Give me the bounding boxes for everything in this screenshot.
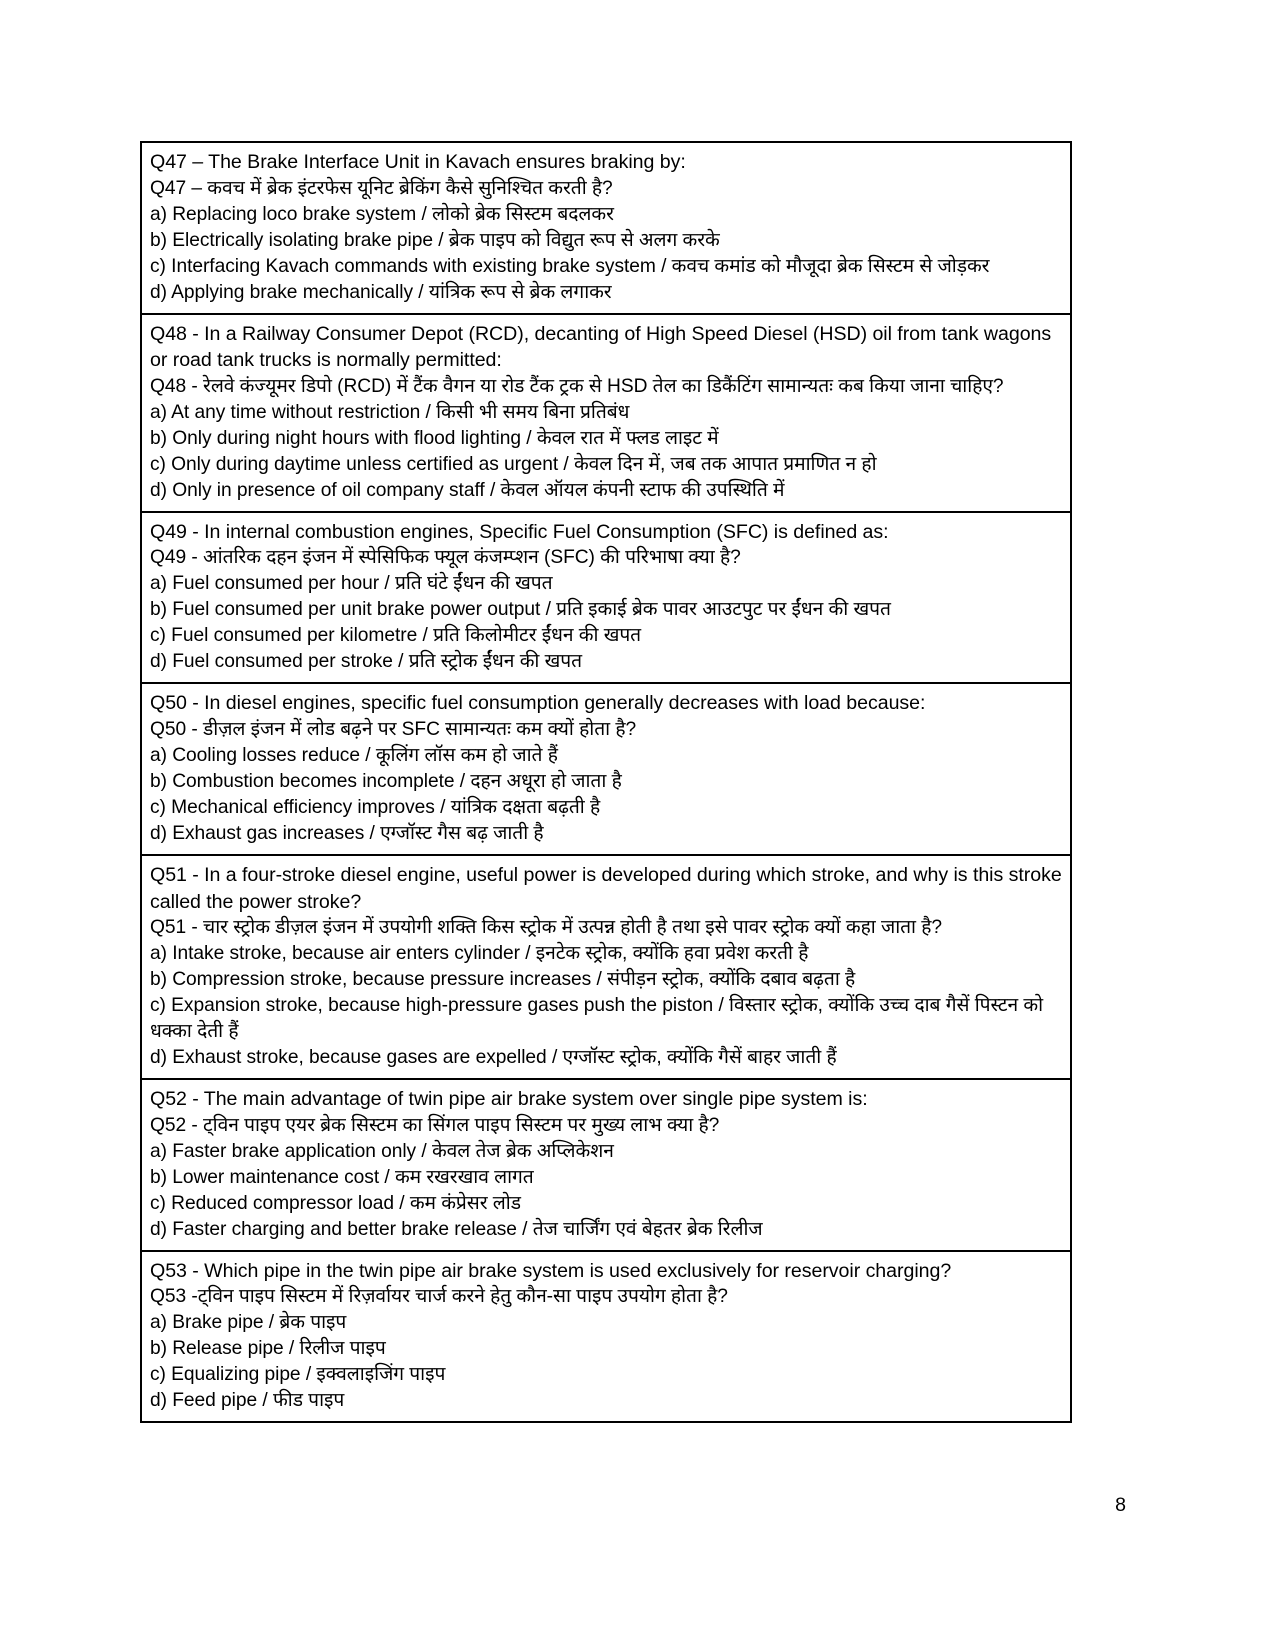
question-block-q47 bbox=[140, 141, 1072, 315]
question-line-hi: Q48 - रेलवे कंज्यूमर डिपो (RCD) में टैंक वैगन या रोड टैंक ट्रक से HSD तेल का डिकैंटिंग सामान्यतः कब किया जाना चाहिए? bbox=[150, 375, 1004, 397]
question-block-q48 bbox=[140, 315, 1072, 513]
option-d: d) Faster charging and better brake release / तेज चार्जिंग एवं बेहतर ब्रेक रिलीज bbox=[150, 1218, 763, 1240]
option-d: d) Exhaust gas increases / एग्जॉस्ट गैस बढ़ जाती है bbox=[150, 823, 544, 845]
question-line-en: Q52 - The main advantage of twin pipe air brake system over single pipe system is: bbox=[150, 1088, 868, 1111]
option-c: c) Interfacing Kavach commands with existing brake system / कवच कमांड को मौजूदा ब्रेक सिस्टम से जोड़कर bbox=[150, 255, 990, 277]
question-line-hi: Q47 – कवच में ब्रेक इंटरफेस यूनिट ब्रेकिंग कैसे सुनिश्चित करती है? bbox=[150, 177, 613, 199]
question-line-en: Q51 - In a four-stroke diesel engine, useful power is developed during which stroke, and why is this stroke called the power stroke? bbox=[150, 864, 1068, 913]
question-block-q53 bbox=[140, 1252, 1072, 1424]
question-line-en: Q50 - In diesel engines, specific fuel consumption generally decreases with load because: bbox=[150, 692, 926, 715]
option-b: b) Fuel consumed per unit brake power output / प्रति इकाई ब्रेक पावर आउटपुट पर ईंधन की खपत bbox=[150, 599, 891, 621]
question-line-en: Q49 - In internal combustion engines, Specific Fuel Consumption (SFC) is defined as: bbox=[150, 520, 889, 543]
option-d: d) Feed pipe / फीड पाइप bbox=[150, 1390, 345, 1412]
option-c: c) Fuel consumed per kilometre / प्रति किलोमीटर ईंधन की खपत bbox=[150, 625, 642, 647]
option-a: a) Faster brake application only / केवल तेज ब्रेक अप्लिकेशन bbox=[150, 1140, 614, 1162]
question-block-q52 bbox=[140, 1080, 1072, 1252]
question-line-en: Q47 – The Brake Interface Unit in Kavach ensures braking by: bbox=[150, 151, 686, 173]
option-a: a) Fuel consumed per hour / प्रति घंटे ईंधन की खपत bbox=[150, 573, 553, 595]
question-line-hi: Q53 -ट्विन पाइप सिस्टम में रिज़र्वायर चार्ज करने हेतु कौन-सा पाइप उपयोग होता है? bbox=[150, 1286, 728, 1308]
option-d: d) Only in presence of oil company staff / केवल ऑयल कंपनी स्टाफ की उपस्थिति में bbox=[150, 479, 785, 501]
option-b: b) Release pipe / रिलीज पाइप bbox=[150, 1338, 386, 1360]
question-line-en: Q48 - In a Railway Consumer Depot (RCD), decanting of High Speed Diesel (HSD) oil from tank wagons or road tank trucks is normally permitted: bbox=[150, 322, 1057, 372]
option-a: a) Brake pipe / ब्रेक पाइप bbox=[150, 1312, 347, 1334]
option-d: d) Fuel consumed per stroke / प्रति स्ट्रोक ईंधन की खपत bbox=[150, 651, 583, 673]
option-c: c) Mechanical efficiency improves / यांत्रिक दक्षता बढ़ती है bbox=[150, 797, 601, 819]
question-table bbox=[140, 141, 1072, 1423]
option-a: a) Cooling losses reduce / कूलिंग लॉस कम हो जाते हैं bbox=[150, 744, 558, 766]
question-line-hi: Q49 - आंतरिक दहन इंजन में स्पेसिफिक फ्यूल कंजम्प्शन (SFC) की परिभाषा क्या है? bbox=[150, 547, 741, 569]
option-b: b) Compression stroke, because pressure increases / संपीड़न स्ट्रोक, क्योंकि दबाव बढ़ता है bbox=[150, 969, 856, 991]
option-a: a) At any time without restriction / किसी भी समय बिना प्रतिबंध bbox=[150, 401, 630, 423]
question-block-q50 bbox=[140, 684, 1072, 856]
option-b: b) Lower maintenance cost / कम रखरखाव लागत bbox=[150, 1166, 534, 1188]
question-line-hi: Q52 - ट्विन पाइप एयर ब्रेक सिस्टम का सिंगल पाइप सिस्टम पर मुख्य लाभ क्या है? bbox=[150, 1114, 720, 1136]
option-c: c) Reduced compressor load / कम कंप्रेसर लोड bbox=[150, 1192, 521, 1214]
option-d: d) Applying brake mechanically / यांत्रिक रूप से ब्रेक लगाकर bbox=[150, 281, 612, 303]
option-c: c) Expansion stroke, because high-pressure gases push the piston / विस्तार स्ट्रोक, क्योंकि उच्च दाब गैसें पिस्टन को धक्का देती हैं bbox=[150, 995, 1049, 1043]
question-line-en: Q53 - Which pipe in the twin pipe air brake system is used exclusively for reservoir charging? bbox=[150, 1259, 952, 1282]
option-b: b) Only during night hours with flood lighting / केवल रात में फ्लड लाइट में bbox=[150, 427, 719, 449]
option-a: a) Intake stroke, because air enters cylinder / इनटेक स्ट्रोक, क्योंकि हवा प्रवेश करती है bbox=[150, 943, 809, 965]
question-block-q49 bbox=[140, 513, 1072, 685]
question-line-hi: Q51 - चार स्ट्रोक डीज़ल इंजन में उपयोगी शक्ति किस स्ट्रोक में उत्पन्न होती है तथा इसे पावर स्ट्रोक क्यों कहा जाता है? bbox=[150, 917, 943, 939]
option-b: b) Electrically isolating brake pipe / ब्रेक पाइप को विद्युत रूप से अलग करके bbox=[150, 229, 720, 251]
page-number: 8 bbox=[1115, 1494, 1126, 1516]
option-c: c) Only during daytime unless certified as urgent / केवल दिन में, जब तक आपात प्रमाणित न हो bbox=[150, 453, 877, 475]
option-c: c) Equalizing pipe / इक्वलाइजिंग पाइप bbox=[150, 1364, 446, 1386]
option-b: b) Combustion becomes incomplete / दहन अधूरा हो जाता है bbox=[150, 771, 622, 792]
option-d: d) Exhaust stroke, because gases are expelled / एग्जॉस्ट स्ट्रोक, क्योंकि गैसें बाहर जाती हैं bbox=[150, 1047, 837, 1069]
question-line-hi: Q50 - डीज़ल इंजन में लोड बढ़ने पर SFC सामान्यतः कम क्यों होता है? bbox=[150, 718, 637, 740]
option-a: a) Replacing loco brake system / लोको ब्रेक सिस्टम बदलकर bbox=[150, 203, 614, 225]
question-block-q51 bbox=[140, 856, 1072, 1080]
